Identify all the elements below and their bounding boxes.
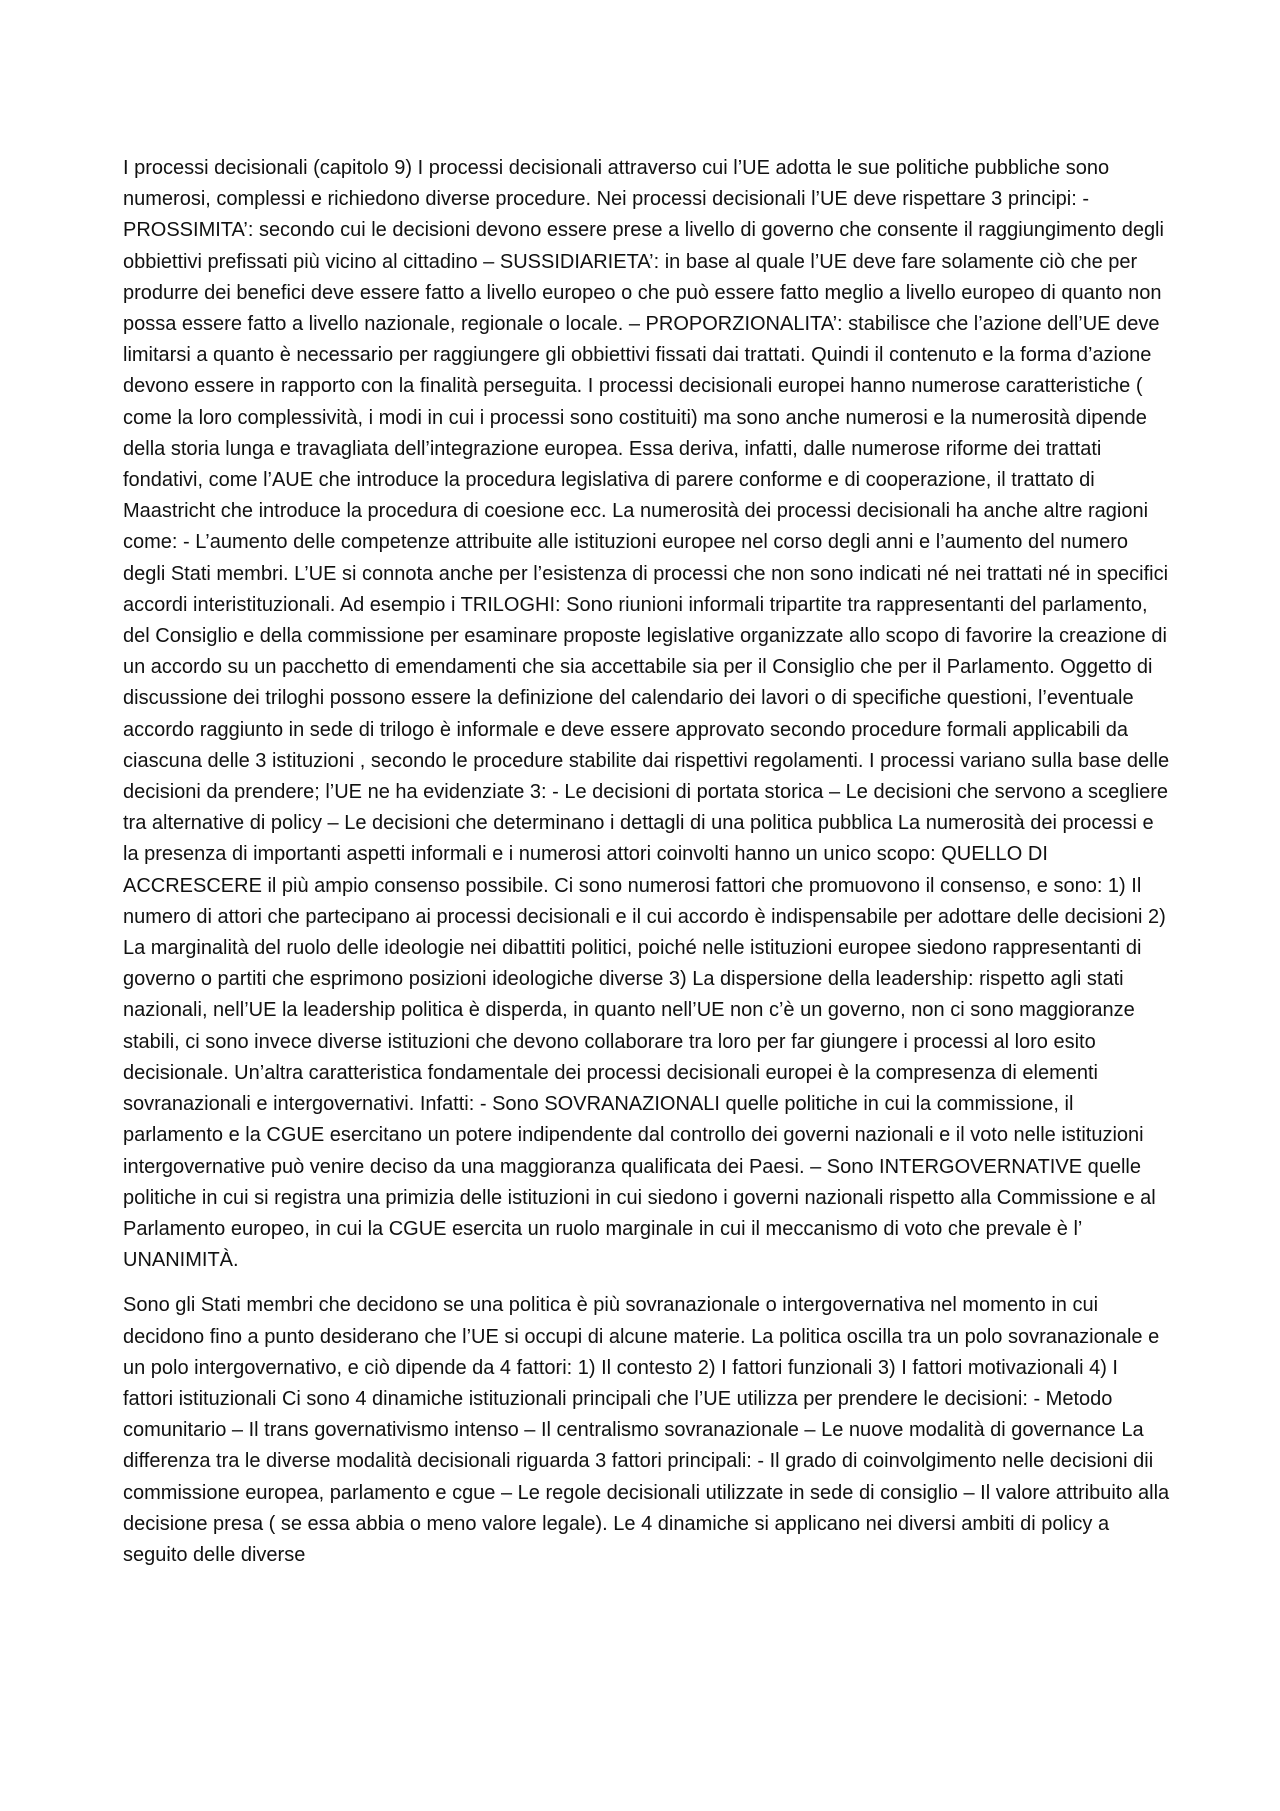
paragraph-2: Sono gli Stati membri che decidono se una politica è più sovranazionale o intergovernativa nel momento in cui decidono fino a punto desiderano che l’UE si occupi di alcune materie. La politica oscilla tra un polo sovranazionale e un polo intergovernativo, e ciò dipende da 4 fattori: 1) Il contesto 2) I fattori funzionali 3) I fattori motivazionali 4) I fattori istituzionali Ci sono 4 dinamiche istituzionali principali che l’UE utilizza per prendere le decisioni: - Metodo comunitario – Il trans governativismo intenso – Il centralismo sovranazionale – Le nuove modalità di governance La differenza tra le diverse modalità decisionali riguarda 3 fattori principali: - Il grado di coinvolgimento nelle decisioni dii commissione europea, parlamento e cgue – Le regole decisionali utilizzate in sede di consiglio – Il valore attribuito alla decisione presa ( se essa abbia o meno valore legale). Le 4 dinamiche si applicano nei diversi ambiti di policy a seguito delle diverse (123, 1294, 1170, 1566)
paragraph-1: I processi decisionali (capitolo 9) I processi decisionali attraverso cui l’UE adotta le sue politiche pubbliche sono numerosi, complessi e richiedono diverse procedure. Nei processi decisionali l’UE deve rispettare 3 principi: - PROSSIMITA’: secondo cui le decisioni devono essere prese a livello di governo che consente il raggiungimento degli obbiettivi prefissati più vicino al cittadino – SUSSIDIARIETA’: in base al quale l’UE deve fare solamente ciò che per produrre dei benefici deve essere fatto a livello europeo o che può essere fatto meglio a livello europeo di quanto non possa essere fatto a livello nazionale, regionale o locale. – PROPORZIONALITA’: stabilisce che l’azione dell’UE deve limitarsi a quanto è necessario per raggiungere gli obbiettivi fissati dai trattati. Quindi il contenuto e la forma d’azione devono essere in rapporto con la finalità perseguita. I processi decisionali europei hanno numerose caratteristiche ( come la loro complessività, i modi in cui i processi sono costituiti) ma sono anche numerosi e la numerosità dipende della storia lunga e travagliata dell’integrazione europea. Essa deriva, infatti, dalle numerose riforme dei trattati fondativi, come l’AUE che introduce la procedura legislativa di parere conforme e di cooperazione, il trattato di Maastricht che introduce la procedura di coesione ecc. La numerosità dei processi decisionali ha anche altre ragioni come: - L’aumento delle competenze attribuite alle istituzioni europee nel corso degli anni e l’aumento del numero degli Stati membri. L’UE si connota anche per l’esistenza di processi che non sono indicati né nei trattati né in specifici accordi interistituzionali. Ad esempio i TRILOGHI: Sono riunioni informali tripartite tra rappresentanti del parlamento, del Consiglio e della commissione per esaminare proposte legislative organizzate allo scopo di favorire la creazione di un accordo su un pacchetto di emendamenti che sia accettabile sia per il Consiglio che per il Parlamento. Oggetto di discussione dei triloghi possono essere la definizione del calendario dei lavori o di specifiche questioni, l’eventuale accordo raggiunto in sede di trilogo è informale e deve essere approvato secondo procedure formali applicabili da ciascuna delle 3 istituzioni , secondo le procedure stabilite dai rispettivi regolamenti. I processi variano sulla base delle decisioni da prendere; l’UE ne ha evidenziate 3: - Le decisioni di portata storica – Le decisioni che servono a scegliere tra alternative di policy – Le decisioni che determinano i dettagli di una politica pubblica La numerosità dei processi e la presenza di importanti aspetti informali e i numerosi attori coinvolti hanno un unico scopo: QUELLO DI ACCRESCERE il più ampio consenso possibile. Ci sono numerosi fattori che promuovono il consenso, e sono: 1) Il numero di attori che partecipano ai processi decisionali e il cui accordo è indispensabile per adottare delle decisioni 2) La marginalità del ruolo delle ideologie nei dibattiti politici, poiché nelle istituzioni europee siedono rappresentanti di governo o partiti che esprimono posizioni ideologiche diverse 3) La dispersione della leadership: rispetto agli stati nazionali, nell’UE la leadership politica è disperda, in quanto nell’UE non c’è un governo, non ci sono maggioranze stabili, ci sono invece diverse istituzioni che devono collaborare tra loro per far giungere i processi al loro esito decisionale. Un’altra caratteristica fondamentale dei processi decisionali europei è la compresenza di elementi sovranazionali e intergovernativi. Infatti: - Sono SOVRANAZIONALI quelle politiche in cui la commissione, il parlamento e la CGUE esercitano un potere indipendente dal controllo dei governi nazionali e il voto nelle istituzioni intergovernative può venire deciso da una maggioranza qualificata dei Paesi. – Sono INTERGOVERNATIVE quelle politiche in cui si registra una primizia delle istituzioni in cui siedono i governi nazionali rispetto alla Commissione e al Parlamento europeo, in cui la CGUE esercita un ruolo marginale in cui il meccanismo di voto che prevale è l’ UNANIMITÀ. (123, 157, 1170, 1272)
document-body (123, 153, 1173, 1585)
